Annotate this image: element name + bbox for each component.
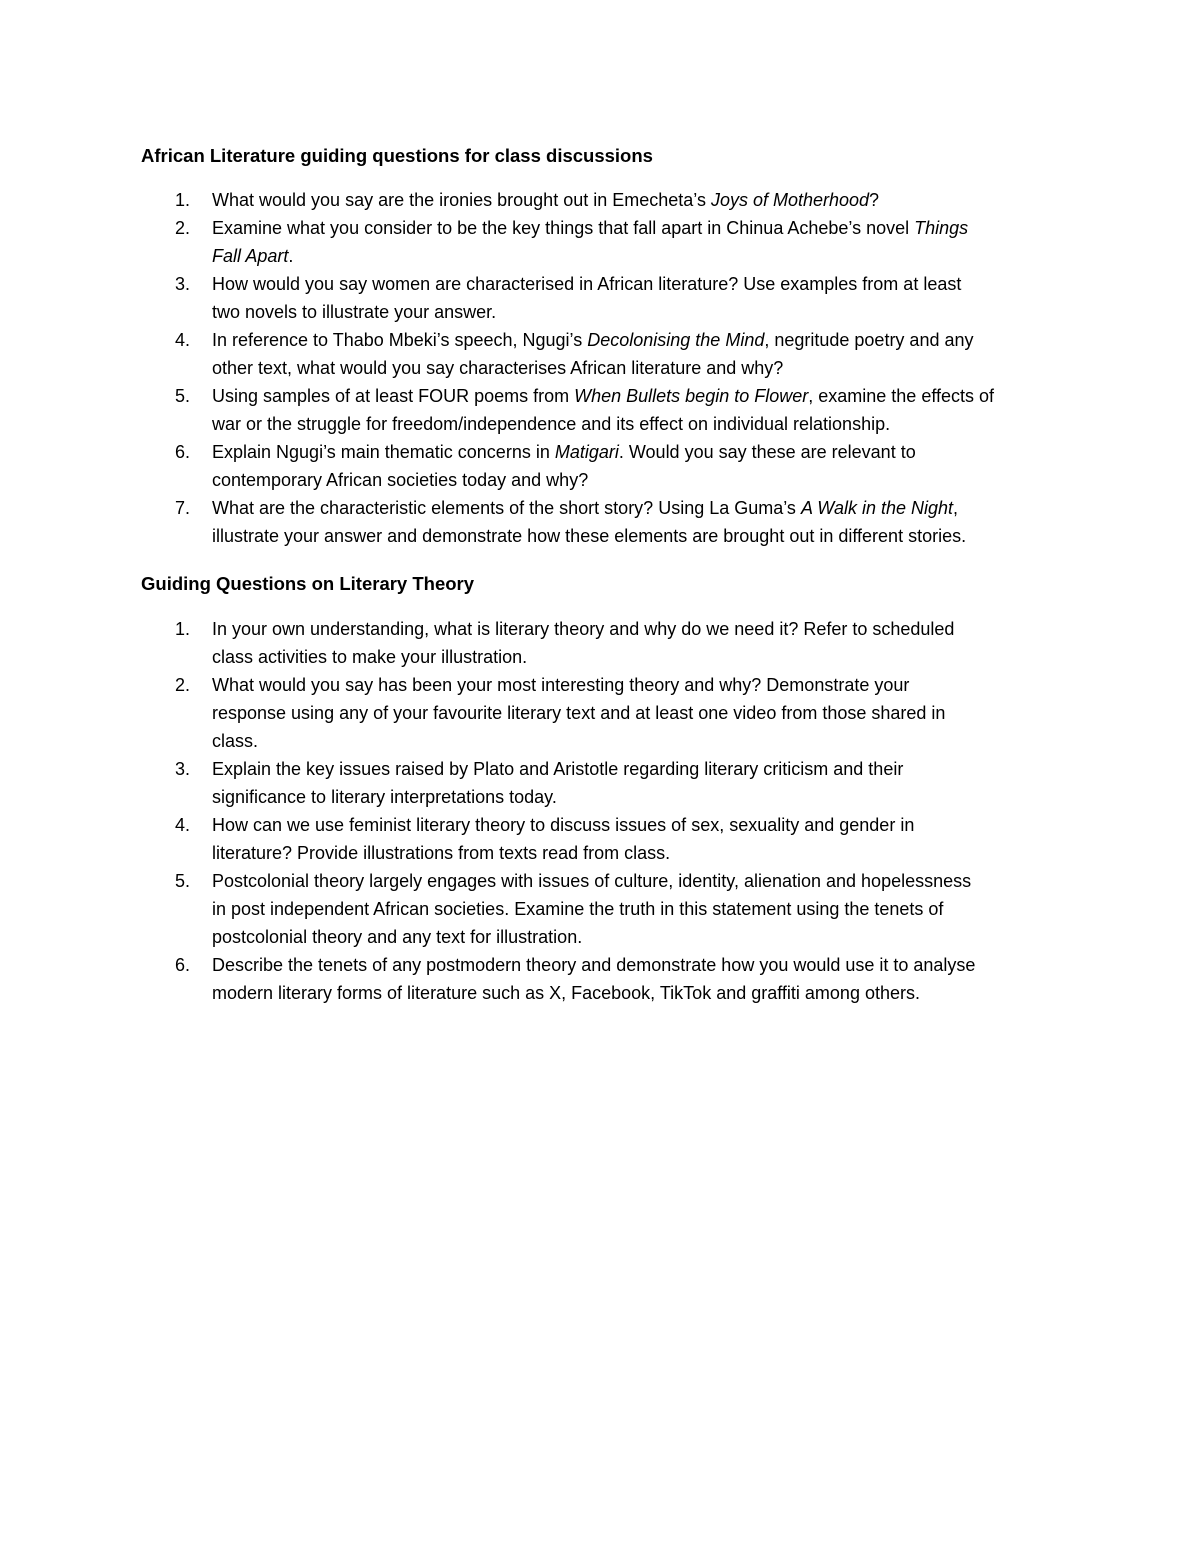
- section-heading-african-literature: African Literature guiding questions for class discussions: [141, 145, 653, 166]
- text-segment: Explain Ngugi’s main thematic concerns in: [212, 442, 555, 462]
- question-item: [0, 951, 1200, 1007]
- african-literature-question-list: [0, 186, 1200, 550]
- question-line: [212, 867, 1072, 895]
- text-segment: response using any of your favourite literary text and at least one video from those shared in: [212, 703, 946, 723]
- question-line: [212, 783, 1072, 811]
- text-segment: class activities to make your illustration.: [212, 647, 528, 667]
- question-number: 5.: [175, 386, 191, 406]
- question-line: [212, 522, 1072, 550]
- question-text: [212, 615, 1072, 671]
- text-segment: illustrate your answer and demonstrate how these elements are brought out in different stories.: [212, 526, 967, 546]
- question-line: [212, 951, 1072, 979]
- question-line: [212, 382, 1072, 410]
- text-segment: postcolonial theory and any text for illustration.: [212, 927, 583, 947]
- question-item: [0, 214, 1200, 270]
- text-segment: In reference to Thabo Mbeki’s speech, Ngugi’s: [212, 330, 588, 350]
- question-number: 5.: [175, 871, 191, 891]
- question-number: 2.: [175, 218, 191, 238]
- text-segment: class.: [212, 731, 259, 751]
- question-text: [212, 326, 1072, 382]
- text-segment: Postcolonial theory largely engages with issues of culture, identity, alienation and hopelessness: [212, 871, 972, 891]
- question-number: 6.: [175, 955, 191, 975]
- question-item: [0, 755, 1200, 811]
- question-line: [212, 186, 1072, 214]
- question-text: [212, 671, 1072, 755]
- text-segment: What are the characteristic elements of the short story? Using La Guma’s: [212, 498, 801, 518]
- text-segment: . Would you say these are relevant to: [618, 442, 916, 462]
- question-line: [212, 811, 1072, 839]
- text-segment: two novels to illustrate your answer.: [212, 302, 497, 322]
- question-line: [212, 643, 1072, 671]
- italic-title: A Walk in the Night: [800, 498, 954, 518]
- question-line: [212, 298, 1072, 326]
- question-item: [0, 811, 1200, 867]
- question-number: 7.: [175, 498, 191, 518]
- question-line: [212, 839, 1072, 867]
- text-segment: war or the struggle for freedom/independence and its effect on individual relationship.: [212, 414, 891, 434]
- text-segment: How would you say women are characterised in African literature? Use examples from at least: [212, 274, 962, 294]
- question-item: [0, 615, 1200, 671]
- question-number: 2.: [175, 675, 191, 695]
- italic-title: When Bullets begin to Flower: [574, 386, 809, 406]
- text-segment: ?: [869, 190, 880, 210]
- question-item: [0, 867, 1200, 951]
- text-segment: , examine the effects of: [808, 386, 995, 406]
- question-item: [0, 494, 1200, 550]
- text-segment: Explain the key issues raised by Plato and Aristotle regarding literary criticism and their: [212, 759, 904, 779]
- italic-title: Matigari: [554, 442, 619, 462]
- question-number: 1.: [175, 619, 191, 639]
- text-segment: In your own understanding, what is literary theory and why do we need it? Refer to scheduled: [212, 619, 955, 639]
- text-segment: Using samples of at least FOUR poems from: [212, 386, 575, 406]
- italic-title: Things: [914, 218, 969, 238]
- question-number: 3.: [175, 759, 191, 779]
- question-number: 6.: [175, 442, 191, 462]
- question-item: [0, 270, 1200, 326]
- text-segment: literature? Provide illustrations from texts read from class.: [212, 843, 671, 863]
- text-segment: in post independent African societies. Examine the truth in this statement using the tenets of: [212, 899, 944, 919]
- question-text: [212, 494, 1072, 550]
- question-number: 4.: [175, 815, 191, 835]
- text-segment: What would you say are the ironies brought out in Emecheta’s: [212, 190, 711, 210]
- italic-title: Decolonising the Mind: [587, 330, 765, 350]
- text-segment: .: [288, 246, 294, 266]
- question-line: [212, 242, 1072, 270]
- question-line: [212, 326, 1072, 354]
- question-text: [212, 214, 1072, 270]
- text-segment: Examine what you consider to be the key things that fall apart in Chinua Achebe’s novel: [212, 218, 915, 238]
- question-line: [212, 214, 1072, 242]
- question-line: [212, 270, 1072, 298]
- question-text: [212, 811, 1072, 867]
- question-line: [212, 410, 1072, 438]
- question-line: [212, 438, 1072, 466]
- text-segment: modern literary forms of literature such as X, Facebook, TikTok and graffiti among others.: [212, 983, 920, 1003]
- question-item: [0, 186, 1200, 214]
- question-line: [212, 923, 1072, 951]
- question-line: [212, 755, 1072, 783]
- question-line: [212, 494, 1072, 522]
- question-text: [212, 867, 1072, 951]
- question-text: [212, 270, 1072, 326]
- text-segment: ,: [953, 498, 959, 518]
- question-line: [212, 727, 1072, 755]
- text-segment: How can we use feminist literary theory to discuss issues of sex, sexuality and gender in: [212, 815, 915, 835]
- text-segment: Describe the tenets of any postmodern theory and demonstrate how you would use it to analyse: [212, 955, 976, 975]
- question-line: [212, 354, 1072, 382]
- question-text: [212, 186, 1072, 214]
- question-line: [212, 615, 1072, 643]
- italic-title: Joys of Motherhood: [710, 190, 870, 210]
- question-item: [0, 671, 1200, 755]
- text-segment: , negritude poetry and any: [764, 330, 974, 350]
- question-text: [212, 951, 1072, 1007]
- question-text: [212, 382, 1072, 438]
- text-segment: What would you say has been your most interesting theory and why? Demonstrate your: [212, 675, 910, 695]
- question-line: [212, 895, 1072, 923]
- question-number: 1.: [175, 190, 191, 210]
- text-segment: significance to literary interpretations today.: [212, 787, 557, 807]
- question-item: [0, 438, 1200, 494]
- question-line: [212, 466, 1072, 494]
- text-segment: other text, what would you say characterises African literature and why?: [212, 358, 784, 378]
- question-line: [212, 979, 1072, 1007]
- question-text: [212, 438, 1072, 494]
- question-text: [212, 755, 1072, 811]
- question-line: [212, 699, 1072, 727]
- italic-title: Fall Apart: [212, 246, 289, 266]
- question-item: [0, 326, 1200, 382]
- question-line: [212, 671, 1072, 699]
- question-number: 4.: [175, 330, 191, 350]
- literary-theory-question-list: [0, 615, 1200, 1007]
- question-number: 3.: [175, 274, 191, 294]
- question-item: [0, 382, 1200, 438]
- text-segment: contemporary African societies today and why?: [212, 470, 589, 490]
- section-heading-literary-theory: Guiding Questions on Literary Theory: [141, 573, 475, 594]
